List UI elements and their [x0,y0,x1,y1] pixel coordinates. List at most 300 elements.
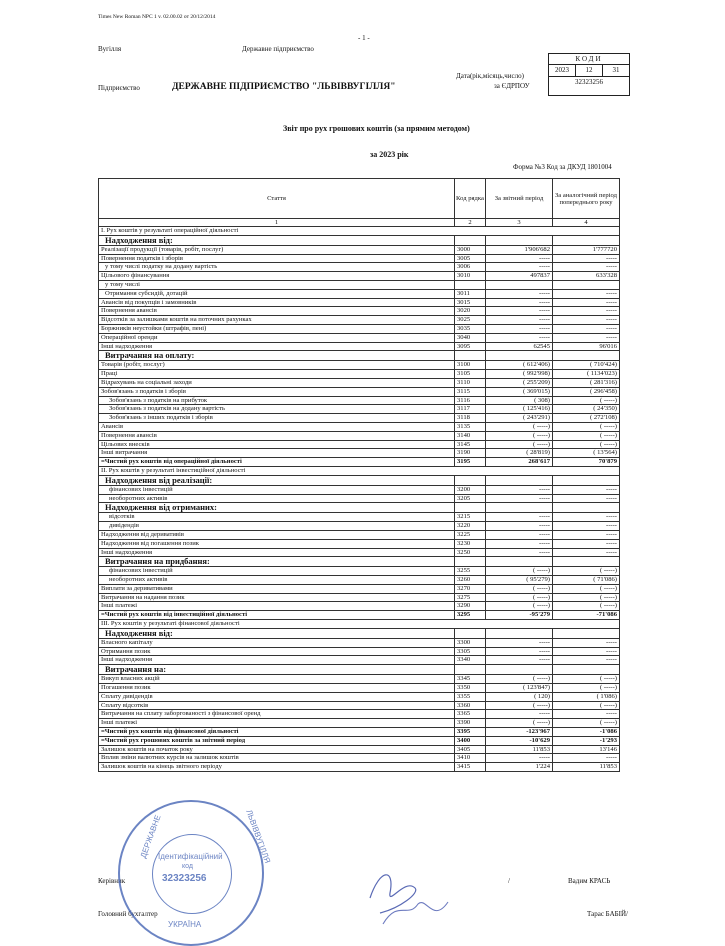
row-article: Відрахувань на соціальні заходи [99,378,455,387]
row-code: 3005 [455,254,486,263]
row-article: Надходження від погашення позик [99,539,455,548]
header-num: 3 [486,219,553,227]
table-row [99,414,620,423]
ownership-label: Державне підприємство [242,45,314,53]
row-previous: ( -----) [553,684,620,693]
row-code: 3215 [455,513,486,522]
row-article: Інші витрачання [99,449,455,458]
table-row [99,513,620,522]
row-previous: ( 1'086) [553,692,620,701]
empty-cell [553,628,620,638]
row-article: Інші платежі [99,602,455,611]
row-article: Виплати за деривативами [99,584,455,593]
empty-cell [455,503,486,513]
date-codes [549,65,629,77]
row-code: 3390 [455,719,486,728]
empty-cell [553,351,620,361]
row-code: 3195 [455,458,486,467]
table-row [99,324,620,333]
table-row [99,701,620,710]
stamp-code: 32323256 [162,873,207,884]
section-row [99,620,620,629]
row-current [486,280,553,289]
row-current: -10'629 [486,736,553,745]
section-row [99,227,620,236]
row-previous: ( -----) [553,440,620,449]
row-current: ----- [486,539,553,548]
row-current: ( 120) [486,692,553,701]
row-article: Витрачання на сплату заборгованості з фінансової оренд [99,710,455,719]
row-current: ----- [486,263,553,272]
subheading-row [99,235,620,245]
row-current: ----- [486,254,553,263]
row-article: Надходження від: [99,235,455,245]
row-previous: -1'293 [553,736,620,745]
row-previous: ----- [553,485,620,494]
row-current: ( 95'279) [486,576,553,585]
codes-box [548,53,630,96]
row-current: 11'853 [486,745,553,754]
row-current: 62545 [486,342,553,351]
empty-cell [553,235,620,245]
row-previous: -1'086 [553,728,620,737]
report-period: за 2023 рік [370,150,409,159]
row-current: ----- [486,754,553,763]
row-current: ----- [486,324,553,333]
empty-cell [455,628,486,638]
row-previous: ----- [553,548,620,557]
row-previous: ----- [553,307,620,316]
table-row [99,539,620,548]
row-previous: ----- [553,539,620,548]
row-article: =Чистий рух коштів від інвестиційної діяльності [99,611,455,620]
row-code: 3350 [455,684,486,693]
table-row [99,602,620,611]
row-article: Отримання субсидій, дотацій [99,289,455,298]
row-code: 3116 [455,396,486,405]
table-row [99,638,620,647]
table-row [99,405,620,414]
codes-header: КОДИ [549,54,629,65]
empty-cell [455,351,486,361]
row-current: ----- [486,530,553,539]
table-row [99,378,620,387]
row-current: -95'279 [486,611,553,620]
table-row [99,342,620,351]
row-article: Відсотків за залишками коштів на поточних рахунках [99,316,455,325]
row-current: ----- [486,298,553,307]
row-article: необоротних активів [99,576,455,585]
row-previous: ( 24'350) [553,405,620,414]
table-row [99,692,620,701]
meta-line: Times New Roman NPC 1 v. 02.00.02 от 20/12/2014 [98,14,216,20]
row-previous: ( 281'316) [553,378,620,387]
stamp-line2: код [182,863,193,870]
row-current: ( 992'998) [486,370,553,379]
row-current: ----- [486,513,553,522]
row-code: 3035 [455,324,486,333]
table-row [99,370,620,379]
row-previous: ( -----) [553,396,620,405]
row-article: необоротних активів [99,494,455,503]
row-code: 3415 [455,763,486,772]
row-previous: 11'853 [553,763,620,772]
row-current: ( 369'015) [486,387,553,396]
sector-label: Вугілля [98,45,122,53]
row-current: ----- [486,333,553,342]
row-previous: -71'086 [553,611,620,620]
table-row [99,333,620,342]
row-code: 3395 [455,728,486,737]
row-article: Праці [99,370,455,379]
row-current: ( -----) [486,593,553,602]
row-article: Цільових внесків [99,440,455,449]
row-code: 3010 [455,272,486,281]
row-previous: ----- [553,647,620,656]
total-row [99,458,620,467]
edrpou-label: за ЄДРПОУ [494,82,530,90]
row-previous: ( 1134'023) [553,370,620,379]
section-row [99,466,620,475]
row-previous: ----- [553,530,620,539]
row-previous: ( -----) [553,675,620,684]
empty-cell [553,503,620,513]
row-article: Викуп власних акцій [99,675,455,684]
empty-cell [486,503,553,513]
head-label: Керівник [98,877,126,885]
row-current: ----- [486,656,553,665]
section-title: III. Рух коштів у результаті фінансової діяльності [99,620,620,629]
row-code: 3340 [455,656,486,665]
row-previous: ( 710'424) [553,361,620,370]
row-current: ( -----) [486,719,553,728]
table-row [99,263,620,272]
row-current: ----- [486,494,553,503]
table-row [99,440,620,449]
row-code: 3200 [455,485,486,494]
row-previous: 70'879 [553,458,620,467]
row-code: 3255 [455,567,486,576]
accountant-label: Головний бухгалтер [98,910,158,918]
empty-cell [486,351,553,361]
section-title: I. Рух коштів у результаті операційної діяльності [99,227,620,236]
row-previous: ----- [553,289,620,298]
row-article: =Чистий рух коштів від операційної діяльності [99,458,455,467]
header-num: 1 [99,219,455,227]
row-current: ----- [486,522,553,531]
empty-cell [486,628,553,638]
table-row [99,710,620,719]
subheading-row [99,665,620,675]
accountant-signature [378,894,458,934]
row-article: Авансів [99,422,455,431]
row-current: ( -----) [486,431,553,440]
row-current: ( -----) [486,701,553,710]
row-article: Інші надходження [99,656,455,665]
row-code: 3220 [455,522,486,531]
row-article: фінансових інвестицій [99,567,455,576]
enterprise-label: Підприємство [98,84,140,92]
row-article: Повернення податків і зборів [99,254,455,263]
header-article: Стаття [99,179,455,219]
row-previous: ----- [553,638,620,647]
stamp-arc-right: ЛЬВІВВУГІЛЛЯ [244,808,273,865]
date-label: Дата(рік,місяць,число) [456,72,524,80]
row-current: ( 123'847) [486,684,553,693]
row-previous: ----- [553,263,620,272]
table-row [99,745,620,754]
row-article: Вплив зміни валютних курсів на залишок коштів [99,754,455,763]
row-article: Боржників неустойки (штрафів, пені) [99,324,455,333]
table-row [99,675,620,684]
row-article: відсотків [99,513,455,522]
total-row [99,736,620,745]
row-article: Цільового фінансування [99,272,455,281]
row-code: 3135 [455,422,486,431]
table-row [99,307,620,316]
row-article: Власного капіталу [99,638,455,647]
row-code: 3140 [455,431,486,440]
row-previous: 96'016 [553,342,620,351]
row-code: 3040 [455,333,486,342]
table-row [99,719,620,728]
table-row [99,449,620,458]
row-previous: ( -----) [553,602,620,611]
row-current: ( -----) [486,675,553,684]
page-number: - 1 - [358,34,370,42]
row-previous: ----- [553,754,620,763]
table-row [99,593,620,602]
row-article: дивідендів [99,522,455,531]
empty-cell [455,475,486,485]
row-code: 3015 [455,298,486,307]
stamp-arc-bottom: УКРАЇНА [168,920,202,929]
row-article: =Чистий рух грошових коштів за звітний період [99,736,455,745]
table-row [99,361,620,370]
row-code: 3095 [455,342,486,351]
row-code: 3345 [455,675,486,684]
table-row [99,584,620,593]
row-article: Залишок коштів на початок року [99,745,455,754]
empty-cell [486,475,553,485]
row-code: 3011 [455,289,486,298]
row-current: ( 255'209) [486,378,553,387]
total-row [99,728,620,737]
table-row [99,431,620,440]
empty-cell [553,557,620,567]
empty-cell [486,665,553,675]
row-article: Витрачання на оплату: [99,351,455,361]
row-current: ----- [486,289,553,298]
table-row [99,522,620,531]
row-article: Витрачання на: [99,665,455,675]
header-num: 2 [455,219,486,227]
row-previous: ( 13'564) [553,449,620,458]
row-article: Витрачання на придбання: [99,557,455,567]
row-article: Залишок коштів на кінець звітного періоду [99,763,455,772]
row-article: Інші надходження [99,548,455,557]
report-title: Звіт про рух грошових коштів (за прямим методом) [283,124,470,133]
head-name: Вадим КРАСЬ [568,877,611,885]
code-edrpou: 32323256 [575,78,603,86]
row-article: Реалізації продукції (товарів, робіт, послуг) [99,245,455,254]
table-row [99,298,620,307]
table-row [99,280,620,289]
row-code: 3118 [455,414,486,423]
row-code: 3117 [455,405,486,414]
table-row [99,289,620,298]
row-code: 3006 [455,263,486,272]
table-body [99,227,620,772]
row-previous: ( 272'108) [553,414,620,423]
table-row [99,272,620,281]
row-previous: ( 71'086) [553,576,620,585]
row-current: ----- [486,548,553,557]
table-row [99,567,620,576]
row-previous: ----- [553,656,620,665]
row-code: 3400 [455,736,486,745]
row-code [455,280,486,289]
row-previous: ----- [553,254,620,263]
row-article: Авансів від покупців і замовників [99,298,455,307]
row-code: 3295 [455,611,486,620]
row-previous: ----- [553,513,620,522]
row-article: Зобов'язань з податків на прибуток [99,396,455,405]
row-previous: 633'328 [553,272,620,281]
row-previous: ----- [553,324,620,333]
table-row [99,684,620,693]
table-row [99,387,620,396]
row-article: Зобов'язань з податків на додану вартість [99,405,455,414]
empty-cell [486,557,553,567]
row-article: фінансових інвестицій [99,485,455,494]
table-row [99,485,620,494]
row-code: 3205 [455,494,486,503]
row-article: Товарів (робіт, послуг) [99,361,455,370]
table-row [99,245,620,254]
row-code: 3115 [455,387,486,396]
slash: / [508,877,510,885]
row-article: =Чистий рух коштів від фінансової діяльності [99,728,455,737]
row-code: 3190 [455,449,486,458]
row-code: 3020 [455,307,486,316]
code-day: 31 [612,66,620,74]
table-row [99,494,620,503]
row-article: Інші платежі [99,719,455,728]
row-previous: ( -----) [553,701,620,710]
table-row [99,576,620,585]
row-article: Зобов'язань з податків і зборів [99,387,455,396]
row-previous: ( 296'458) [553,387,620,396]
row-current: ( 308) [486,396,553,405]
subheading-row [99,503,620,513]
row-article: Витрачання на надання позик [99,593,455,602]
row-code: 3365 [455,710,486,719]
row-article: у тому числі [99,280,455,289]
row-current: ----- [486,485,553,494]
row-current: ( 28'819) [486,449,553,458]
table-row [99,254,620,263]
stamp-arc-left: ДЕРЖАВНЕ [138,813,163,860]
row-previous: ( -----) [553,584,620,593]
code-month: 12 [576,65,603,76]
row-article: Сплату дивідендів [99,692,455,701]
empty-cell [553,665,620,675]
row-previous: 13'146 [553,745,620,754]
row-code: 3025 [455,316,486,325]
row-previous: 1'777720 [553,245,620,254]
row-article: Повернення авансів [99,431,455,440]
row-code: 3110 [455,378,486,387]
row-previous: ----- [553,298,620,307]
row-code: 3405 [455,745,486,754]
row-article: Операційної оренди [99,333,455,342]
header-previous: За аналогічний період попереднього року [553,179,620,219]
row-current: ( -----) [486,440,553,449]
row-code: 3305 [455,647,486,656]
row-previous: ( -----) [553,431,620,440]
row-code: 3410 [455,754,486,763]
row-current: ----- [486,647,553,656]
empty-cell [486,235,553,245]
row-previous: ( -----) [553,719,620,728]
official-stamp [118,800,273,946]
row-current: ( 243'291) [486,414,553,423]
subheading-row [99,557,620,567]
row-current: ( 125'416) [486,405,553,414]
row-article: Повернення авансів [99,307,455,316]
cash-flow-table [98,178,620,772]
empty-cell [455,235,486,245]
accountant-name: Тарас БАБІЙ/ [587,910,629,918]
row-code: 3300 [455,638,486,647]
header-num: 4 [553,219,620,227]
row-article: Надходження від отриманих: [99,503,455,513]
row-code: 3260 [455,576,486,585]
row-previous: ----- [553,522,620,531]
enterprise-name: ДЕРЖАВНЕ ПІДПРИЄМСТВО "ЛЬВІВВУГІЛЛЯ" [172,82,396,92]
row-article: Отримання позик [99,647,455,656]
table-row [99,396,620,405]
empty-cell [455,557,486,567]
row-previous: ( -----) [553,593,620,602]
row-code: 3105 [455,370,486,379]
header-current: За звітний період [486,179,553,219]
row-article: Надходження від реалізації: [99,475,455,485]
row-code: 3290 [455,602,486,611]
table-row [99,422,620,431]
row-current: ----- [486,307,553,316]
row-article: Сплату відсотків [99,701,455,710]
row-previous: ----- [553,710,620,719]
form-code: Форма №3 Код за ДКУД 1801004 [513,163,612,171]
table-row [99,656,620,665]
row-article: Зобов'язань з інших податків і зборів [99,414,455,423]
row-current: ( -----) [486,584,553,593]
row-code: 3275 [455,593,486,602]
row-code: 3270 [455,584,486,593]
total-row [99,611,620,620]
row-code: 3100 [455,361,486,370]
row-code: 3000 [455,245,486,254]
row-current: 1'224 [486,763,553,772]
row-previous: ( -----) [553,422,620,431]
row-previous [553,280,620,289]
table-row [99,316,620,325]
table-row [99,647,620,656]
empty-cell [455,665,486,675]
row-previous: ----- [553,494,620,503]
